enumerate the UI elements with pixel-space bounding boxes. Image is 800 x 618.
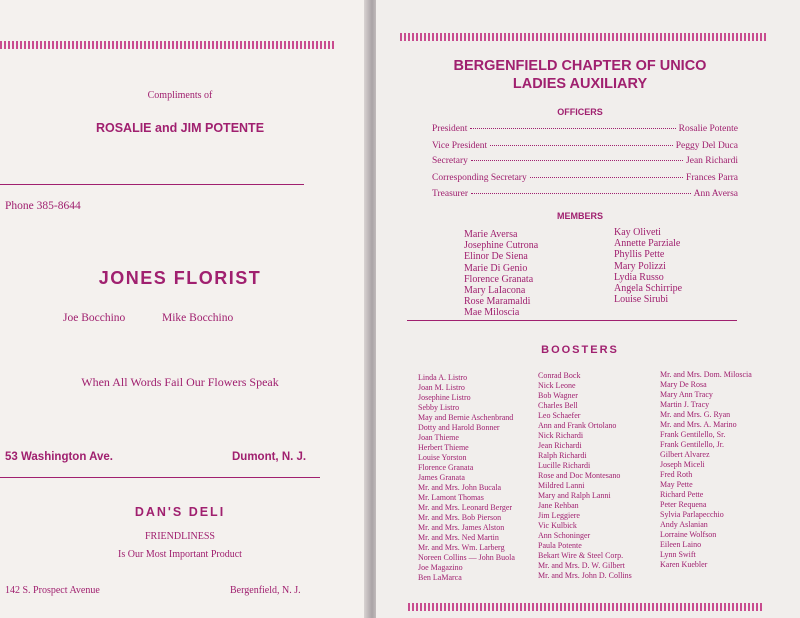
booster-name: Lucille Richardi — [538, 461, 591, 470]
booster-name: Mr. and Mrs. Bob Pierson — [418, 513, 502, 522]
booster-name: Dotty and Harold Bonner — [418, 423, 500, 432]
booster-name: Joan Thieme — [418, 433, 459, 442]
booster-name: Jean Richardi — [538, 441, 582, 450]
officer-row — [432, 173, 738, 183]
officer-name: Rosalie Potente — [678, 124, 738, 134]
booster-name: James Granata — [418, 473, 465, 482]
member-name: Annette Parziale — [614, 238, 681, 250]
officer-role: Secretary — [432, 156, 468, 166]
jones-owner-2: Mike Bocchino — [162, 312, 234, 324]
member-name: Mary Polizzi — [614, 260, 666, 272]
deli-city: Bergenfield, N. J. — [230, 585, 301, 596]
chapter-title: BERGENFIELD CHAPTER OF UNICO — [453, 58, 707, 74]
officer-name: Jean Richardi — [686, 156, 738, 166]
officer-role: Treasurer — [432, 189, 469, 199]
booster-name: Mildred Lanni — [538, 481, 585, 490]
booster-name: Vic Kulbick — [538, 521, 577, 530]
member-name: Angela Schirripe — [614, 283, 683, 295]
top-border-right — [400, 33, 766, 41]
booster-name: Sebby Listro — [418, 403, 460, 412]
booster-name: Florence Granata — [418, 463, 474, 472]
officer-name: Peggy Del Duca — [675, 141, 738, 151]
booster-name: Mr. and Mrs. James Alston — [418, 523, 505, 532]
booster-name: Leo Schaefer — [538, 411, 581, 420]
booster-name: Mary and Ralph Lanni — [538, 491, 611, 500]
officer-name: Ann Aversa — [693, 189, 738, 199]
officer-role: Corresponding Secretary — [432, 173, 527, 183]
booster-name: Ben LaMarca — [418, 573, 462, 582]
jones-city: Dumont, N. J. — [232, 451, 307, 463]
boosters-column-3 — [660, 370, 752, 570]
divider-3 — [407, 320, 737, 321]
jones-slogan: When All Words Fail Our Flowers Speak — [81, 375, 279, 389]
booster-name: Gilbert Alvarez — [660, 450, 710, 459]
booster-name: Mr. and Mrs. John Bucala — [418, 483, 502, 492]
jones-address: 53 Washington Ave. — [5, 451, 113, 463]
booster-name: Nick Richardi — [538, 431, 584, 440]
booster-name: Louise Yorston — [418, 453, 467, 462]
member-name: Kay Oliveti — [614, 227, 661, 238]
member-name: Louise Sirubi — [614, 294, 669, 306]
officer-row — [432, 141, 738, 151]
booster-name: Frank Gentilello, Jr. — [660, 440, 724, 449]
top-border-left — [0, 41, 334, 49]
booster-name: Joseph Miceli — [660, 460, 705, 469]
booster-name: Joan M. Listro — [418, 383, 465, 392]
booster-name: Mr. and Mrs. G. Ryan — [660, 410, 731, 419]
bottom-border-right — [408, 603, 762, 611]
jones-florist-name: JONES FLORIST — [98, 268, 262, 288]
compliments-line: Compliments of — [147, 90, 213, 101]
booster-name: Jane Rehban — [538, 501, 579, 510]
booster-name: Ann and Frank Ortolano — [538, 421, 617, 430]
booster-name: Karen Kuebler — [660, 560, 708, 569]
members-column-2 — [614, 227, 682, 305]
member-name: Mary LaIacona — [464, 285, 526, 297]
booster-name: Richard Pette — [660, 490, 704, 499]
boosters-heading: BOOSTERS — [541, 344, 619, 356]
member-name: Lydia Russo — [614, 271, 664, 283]
officer-role: President — [432, 124, 468, 134]
member-name: Phyllis Pette — [614, 249, 665, 261]
officers-heading: OFFICERS — [557, 107, 603, 117]
booster-name: Mr. and Mrs. Ned Martin — [418, 533, 499, 542]
booster-name: Ralph Richardi — [538, 451, 587, 460]
member-name: Marie Aversa — [464, 229, 518, 240]
booster-name: Fred Roth — [660, 470, 693, 479]
booster-name: Linda A. Listro — [418, 373, 468, 382]
booster-name: Martin J. Tracy — [660, 400, 710, 409]
booster-name: Lorraine Wolfson — [660, 530, 717, 539]
booster-name: Lynn Swift — [660, 550, 696, 559]
booster-name: Mr. and Mrs. A. Marino — [660, 420, 737, 429]
officer-role: Vice President — [432, 141, 488, 151]
potente-name: ROSALIE and JIM POTENTE — [95, 121, 265, 135]
booster-name: Rose and Doc Montesano — [538, 471, 621, 480]
auxiliary-title: LADIES AUXILIARY — [512, 76, 648, 92]
booster-name: Mr. and Mrs. John D. Collins — [538, 571, 632, 580]
booster-name: Mr. and Mrs. D. W. Gilbert — [538, 561, 625, 570]
booster-name: Frank Gentilello, Sr. — [660, 430, 726, 439]
booster-name: Mr. and Mrs. Leonard Berger — [418, 503, 513, 512]
member-name: Florence Granata — [464, 273, 534, 285]
officer-name: Frances Parra — [686, 173, 738, 183]
member-name: Josephine Cutrona — [464, 240, 539, 252]
jones-owner-1: Joe Bocchino — [63, 312, 126, 324]
deli-name: DAN'S DELI — [134, 505, 226, 519]
booster-name: Bob Wagner — [538, 391, 578, 400]
booster-name: Jim Leggiere — [538, 511, 580, 520]
booster-name: Mr. Lamont Thomas — [418, 493, 484, 502]
boosters-column-2 — [538, 371, 632, 581]
member-name: Marie Di Genio — [464, 262, 528, 274]
divider-2 — [0, 477, 320, 478]
members-column-1 — [464, 229, 538, 319]
booster-name: May Pette — [660, 480, 693, 489]
members-heading: MEMBERS — [556, 211, 603, 221]
booster-name: Eileen Laino — [660, 540, 702, 549]
booster-name: Nick Leone — [538, 381, 576, 390]
booster-name: Josephine Listro — [418, 393, 471, 402]
booster-name: Mr. and Mrs. Wm. Larberg — [418, 543, 505, 552]
member-name: Elinor De Siena — [464, 251, 528, 263]
deli-tagline-1: FRIENDLINESS — [144, 531, 215, 542]
deli-address: 142 S. Prospect Avenue — [5, 585, 100, 596]
booster-name: Peter Requena — [660, 500, 707, 509]
jones-phone: Phone 385-8644 — [5, 200, 81, 212]
officer-row — [432, 124, 738, 134]
booster-name: Charles Bell — [538, 401, 578, 410]
booster-name: Bekart Wire & Steel Corp. — [538, 551, 624, 560]
booster-name: May and Bernie Aschenbrand — [418, 413, 514, 422]
booster-name: Joe Magazino — [418, 563, 463, 572]
deli-tagline-2: Is Our Most Important Product — [118, 549, 242, 560]
member-name: Rose Maramaldi — [464, 296, 531, 308]
officer-row — [432, 156, 738, 166]
booster-name: Conrad Bock — [538, 371, 581, 380]
booster-name: Noreen Collins — John Buola — [418, 553, 515, 562]
member-name: Mae Miloscia — [464, 307, 520, 319]
booster-name: Sylvia Parlapecchio — [660, 510, 724, 519]
booster-name: Herbert Thieme — [418, 443, 469, 452]
booster-name: Mary De Rosa — [660, 380, 707, 389]
officer-row — [432, 189, 738, 199]
divider-1 — [0, 184, 304, 185]
booster-name: Paula Potente — [538, 541, 582, 550]
booster-name: Ann Schoninger — [538, 531, 591, 540]
booster-name: Mr. and Mrs. Dom. Miloscia — [660, 370, 752, 379]
boosters-column-1 — [418, 373, 515, 583]
booster-name: Andy Aslanian — [660, 520, 708, 529]
booster-name: Mary Ann Tracy — [660, 390, 713, 399]
